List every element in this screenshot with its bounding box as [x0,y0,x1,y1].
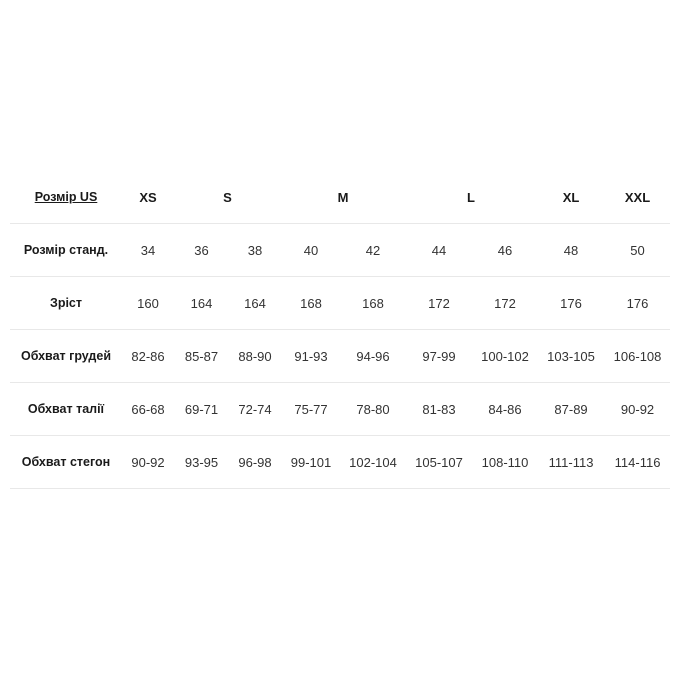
table-cell: 75-77 [281,383,341,436]
table-cell: 69-71 [174,383,229,436]
chest-row [10,330,670,383]
table-cell: 36 [174,224,229,277]
row-label: Обхват талії [10,383,122,436]
table-cell: 108-110 [473,436,537,489]
size-xxl: XXL [605,171,670,224]
table-cell: 81-83 [405,383,473,436]
table-cell: 44 [405,224,473,277]
size-xs: XS [122,171,174,224]
table-cell: 48 [537,224,605,277]
row-label: Обхват грудей [10,330,122,383]
size-xl: XL [537,171,605,224]
table-cell: 78-80 [341,383,405,436]
table-cell: 111-113 [537,436,605,489]
row-label: Зріст [10,277,122,330]
table-cell: 164 [229,277,281,330]
table-cell: 66-68 [122,383,174,436]
table-cell: 38 [229,224,281,277]
table-cell: 46 [473,224,537,277]
table-cell: 102-104 [341,436,405,489]
table-cell: 42 [341,224,405,277]
size-m: M [281,171,405,224]
table-cell: 94-96 [341,330,405,383]
table-cell: 87-89 [537,383,605,436]
height-row [10,277,670,330]
table-cell: 168 [341,277,405,330]
table-cell: 99-101 [281,436,341,489]
table-cell: 91-93 [281,330,341,383]
size-l: L [405,171,537,224]
row-label: Розмір станд. [10,224,122,277]
table-cell: 168 [281,277,341,330]
size-header-row [10,171,670,224]
table-cell: 82-86 [122,330,174,383]
table-cell: 72-74 [229,383,281,436]
table-cell: 103-105 [537,330,605,383]
table-cell: 97-99 [405,330,473,383]
table-cell: 40 [281,224,341,277]
table-cell: 172 [473,277,537,330]
hips-row [10,436,670,489]
table-cell: 50 [605,224,670,277]
table-cell: 176 [605,277,670,330]
table-cell: 90-92 [605,383,670,436]
table-cell: 84-86 [473,383,537,436]
table-cell: 100-102 [473,330,537,383]
table-cell: 93-95 [174,436,229,489]
table-cell: 160 [122,277,174,330]
row-label: Обхват стегон [10,436,122,489]
table-cell: 88-90 [229,330,281,383]
us-size-cell [10,171,122,224]
table-cell: 96-98 [229,436,281,489]
table-cell: 164 [174,277,229,330]
table-cell: 114-116 [605,436,670,489]
table-cell: 90-92 [122,436,174,489]
size-s: S [174,171,281,224]
table-cell: 85-87 [174,330,229,383]
table-cell: 34 [122,224,174,277]
us-size-link[interactable]: Розмір US [34,190,98,204]
table-cell: 176 [537,277,605,330]
size-chart-table [10,171,670,489]
standard-size-row [10,224,670,277]
waist-row [10,383,670,436]
table-cell: 172 [405,277,473,330]
table-cell: 106-108 [605,330,670,383]
table-cell: 105-107 [405,436,473,489]
